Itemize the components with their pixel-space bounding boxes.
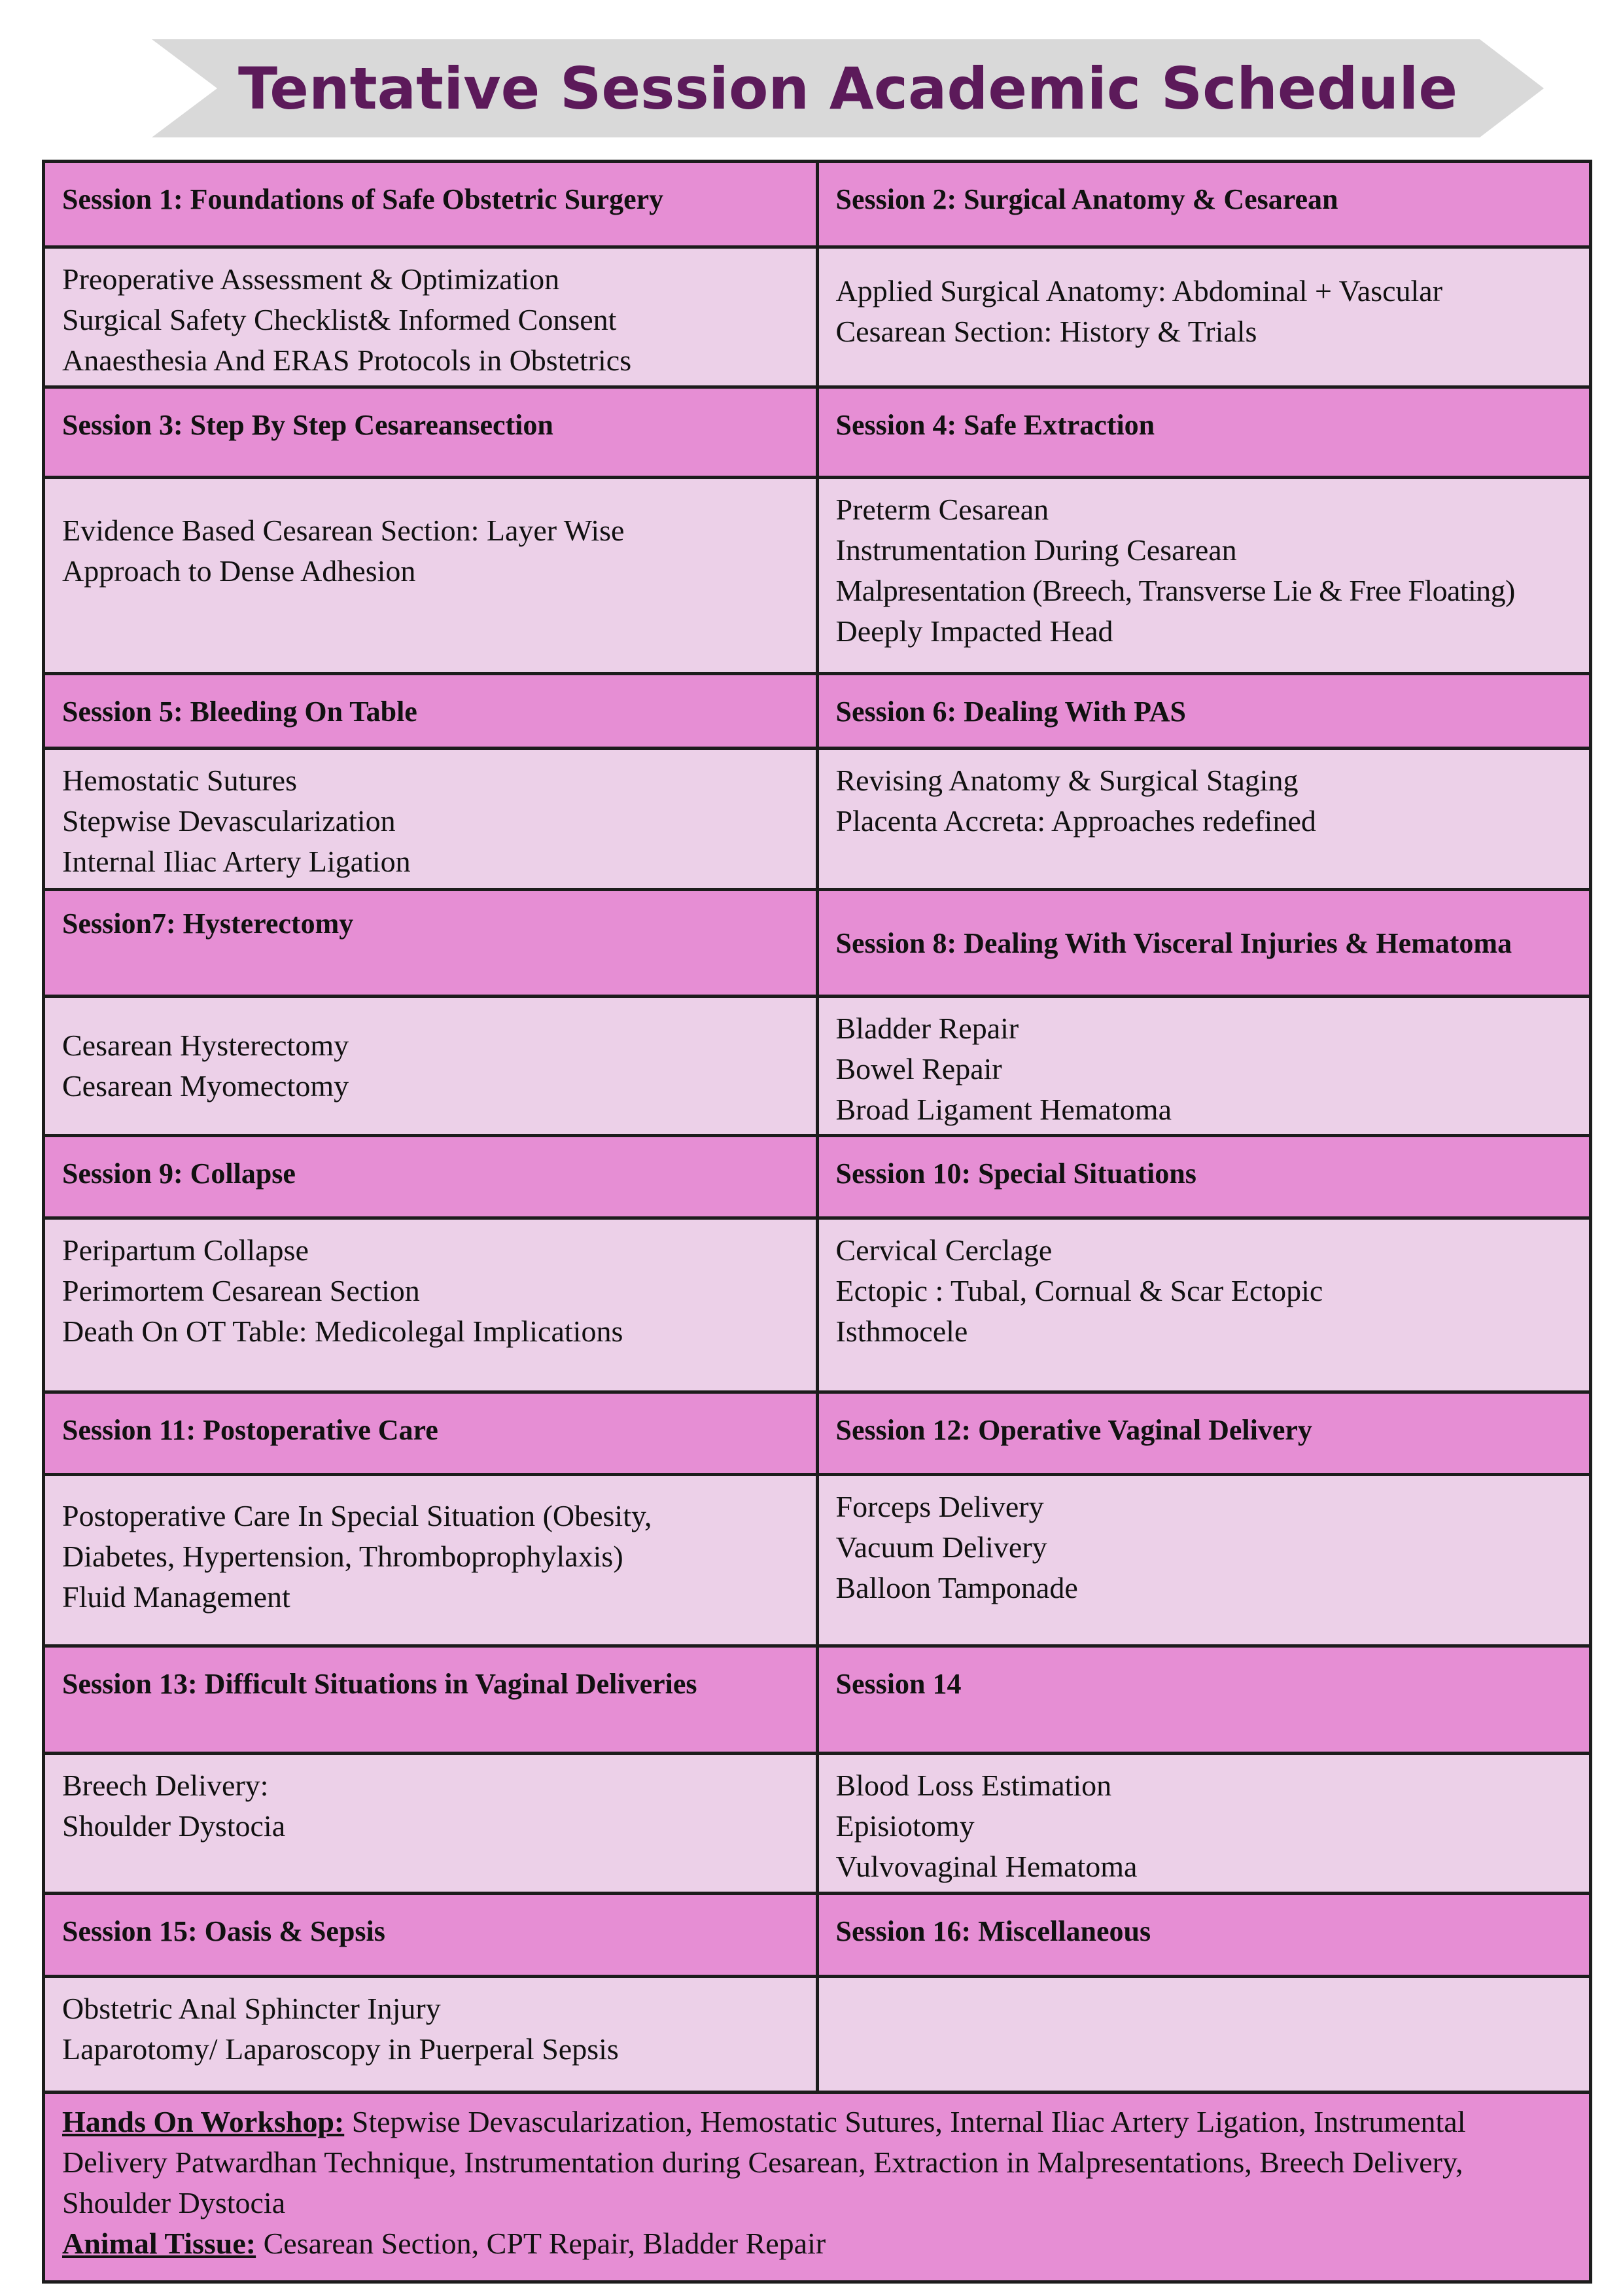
workshop-cell <box>44 2093 1591 2282</box>
animal-tissue-text: Cesarean Section, CPT Repair, Bladder Repair <box>256 2227 826 2260</box>
session-topics <box>817 1218 1591 1392</box>
session-title: Session 15: Oasis & Sepsis <box>44 1894 818 1977</box>
topic-item: Fluid Management <box>62 1580 290 1614</box>
topic-item: Death On OT Table: Medicolegal Implications <box>62 1315 623 1348</box>
session-topics <box>817 478 1591 674</box>
session-topics <box>44 749 818 890</box>
session-title: Session 11: Postoperative Care <box>44 1392 818 1475</box>
topic-item: Broad Ligament Hematoma <box>835 1093 1172 1126</box>
session-topics <box>44 1218 818 1392</box>
topic-item: Ectopic : Tubal, Cornual & Scar Ectopic <box>835 1274 1323 1307</box>
session-header-row <box>44 387 1591 478</box>
session-topics <box>817 1475 1591 1646</box>
topic-item: Postoperative Care In Special Situation (Obesity, <box>62 1499 652 1532</box>
session-topics-row <box>44 478 1591 674</box>
topic-item: Balloon Tamponade <box>835 1571 1078 1604</box>
topic-item: Approach to Dense Adhesion <box>62 554 416 588</box>
session-header-row <box>44 890 1591 997</box>
topic-item: Forceps Delivery <box>835 1490 1044 1523</box>
topic-item: Internal Iliac Artery Ligation <box>62 845 411 878</box>
session-header-row <box>44 1894 1591 1977</box>
topic-item: Vulvovaginal Hematoma <box>835 1850 1138 1883</box>
session-topics-row <box>44 1218 1591 1392</box>
session-title: Session 8: Dealing With Visceral Injuries & Hematoma <box>817 890 1591 997</box>
topic-item: Revising Anatomy & Surgical Staging <box>835 764 1299 797</box>
session-header-row <box>44 1136 1591 1218</box>
animal-tissue-label: Animal Tissue: <box>62 2227 256 2260</box>
animal-tissue <box>62 2223 1572 2264</box>
session-title: Session 16: Miscellaneous <box>817 1894 1591 1977</box>
session-topics-row <box>44 1475 1591 1646</box>
session-title: Session 4: Safe Extraction <box>817 387 1591 478</box>
topic-item: Diabetes, Hypertension, Thromboprophylaxis) <box>62 1540 623 1573</box>
title-banner <box>152 39 1544 137</box>
session-title: Session7: Hysterectomy <box>44 890 818 997</box>
session-topics <box>44 997 818 1136</box>
session-title: Session 9: Collapse <box>44 1136 818 1218</box>
session-topics-row <box>44 997 1591 1136</box>
session-topics-row <box>44 1977 1591 2093</box>
session-title: Session 3: Step By Step Cesareansection <box>44 387 818 478</box>
workshop-text: Stepwise Devascularization, Hemostatic Sutures, Internal Iliac Artery Ligation, Instrumental Delivery Patwardhan Technique, Instrumentation during Cesarean, Extraction in Malpresentations, Breech Delivery, Shoulder Dystocia <box>62 2105 1466 2219</box>
topic-item: Anaesthesia And ERAS Protocols in Obstetrics <box>62 344 632 377</box>
session-topics <box>817 997 1591 1136</box>
topic-item: Hemostatic Sutures <box>62 764 297 797</box>
session-header-row <box>44 1392 1591 1475</box>
session-title: Session 10: Special Situations <box>817 1136 1591 1218</box>
page-title: Tentative Session Academic Schedule <box>237 54 1458 122</box>
topic-item: Blood Loss Estimation <box>835 1769 1112 1802</box>
topic-item: Breech Delivery: <box>62 1769 269 1802</box>
topic-item: Vacuum Delivery <box>835 1530 1047 1564</box>
topic-item: Cesarean Section: History & Trials <box>835 315 1257 348</box>
session-title: Session 5: Bleeding On Table <box>44 674 818 749</box>
session-topics-empty <box>817 1977 1591 2093</box>
topic-item: Peripartum Collapse <box>62 1233 309 1267</box>
workshop-row <box>44 2093 1591 2282</box>
session-topics-row <box>44 1754 1591 1894</box>
session-title: Session 13: Difficult Situations in Vaginal Deliveries <box>44 1646 818 1754</box>
session-header-row <box>44 674 1591 749</box>
session-title: Session 1: Foundations of Safe Obstetric Surgery <box>44 162 818 247</box>
topic-item: Shoulder Dystocia <box>62 1809 286 1843</box>
workshop-label: Hands On Workshop: <box>62 2105 345 2138</box>
topic-item: Deeply Impacted Head <box>835 614 1113 648</box>
session-topics <box>817 1754 1591 1894</box>
topic-item: Cesarean Hysterectomy <box>62 1029 349 1062</box>
topic-item: Instrumentation During Cesarean <box>835 533 1237 567</box>
session-topics <box>44 247 818 387</box>
session-topics-row <box>44 247 1591 387</box>
session-title: Session 12: Operative Vaginal Delivery <box>817 1392 1591 1475</box>
topic-item: Malpresentation (Breech, Transverse Lie & Free Floating) <box>835 574 1515 607</box>
session-topics <box>44 1754 818 1894</box>
schedule-table <box>42 160 1592 2284</box>
topic-item: Stepwise Devascularization <box>62 804 396 838</box>
session-topics-row <box>44 749 1591 890</box>
topic-item: Cervical Cerclage <box>835 1233 1053 1267</box>
topic-item: Applied Surgical Anatomy: Abdominal + Vascular <box>835 274 1443 308</box>
topic-item: Bladder Repair <box>835 1012 1019 1045</box>
session-topics <box>817 247 1591 387</box>
topic-item: Obstetric Anal Sphincter Injury <box>62 1992 441 2025</box>
topic-item: Laparotomy/ Laparoscopy in Puerperal Sepsis <box>62 2032 619 2066</box>
session-topics <box>44 1475 818 1646</box>
topic-item: Surgical Safety Checklist& Informed Consent <box>62 303 617 336</box>
session-topics <box>44 1977 818 2093</box>
session-topics <box>44 478 818 674</box>
topic-item: Evidence Based Cesarean Section: Layer Wise <box>62 514 625 547</box>
topic-item: Preoperative Assessment & Optimization <box>62 262 560 296</box>
session-topics <box>817 749 1591 890</box>
session-header-row <box>44 162 1591 247</box>
topic-item: Episiotomy <box>835 1809 975 1843</box>
session-header-row <box>44 1646 1591 1754</box>
topic-item: Isthmocele <box>835 1315 968 1348</box>
topic-item: Preterm Cesarean <box>835 493 1049 526</box>
topic-item: Perimortem Cesarean Section <box>62 1274 420 1307</box>
hands-on-workshop <box>62 2102 1572 2223</box>
topic-item: Cesarean Myomectomy <box>62 1069 349 1103</box>
session-title: Session 6: Dealing With PAS <box>817 674 1591 749</box>
session-title: Session 14 <box>817 1646 1591 1754</box>
topic-item: Placenta Accreta: Approaches redefined <box>835 804 1316 838</box>
session-title: Session 2: Surgical Anatomy & Cesarean <box>817 162 1591 247</box>
topic-item: Bowel Repair <box>835 1052 1002 1086</box>
